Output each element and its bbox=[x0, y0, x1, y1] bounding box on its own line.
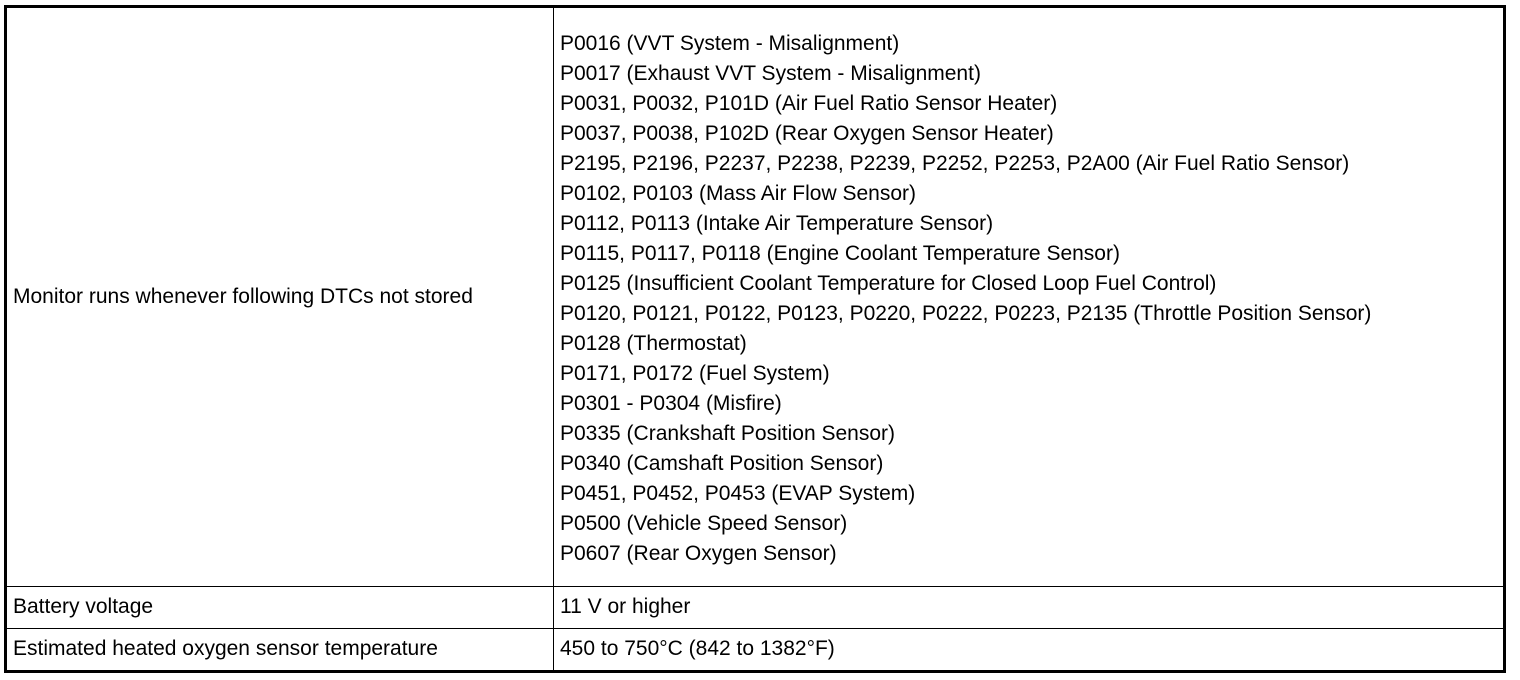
dtc-item: P0335 (Crankshaft Position Sensor) bbox=[560, 421, 896, 445]
table-row bbox=[7, 586, 1503, 628]
dtc-item: P0500 (Vehicle Speed Sensor) bbox=[560, 511, 848, 535]
dtc-item: P0125 (Insufficient Coolant Temperature for Closed Loop Fuel Control) bbox=[560, 271, 1217, 295]
dtc-item: P0451, P0452, P0453 (EVAP System) bbox=[560, 481, 916, 505]
dtc-item: P0607 (Rear Oxygen Sensor) bbox=[560, 541, 837, 565]
table-row bbox=[7, 8, 1503, 586]
spec-table-container bbox=[4, 5, 1506, 673]
dtc-item: P0031, P0032, P101D (Air Fuel Ratio Sensor Heater) bbox=[560, 91, 1058, 115]
dtc-item: P0102, P0103 (Mass Air Flow Sensor) bbox=[560, 181, 916, 205]
dtc-item: P0301 - P0304 (Misfire) bbox=[560, 391, 782, 415]
condition-label: Monitor runs whenever following DTCs not stored bbox=[7, 8, 554, 586]
condition-value: 11 V or higher bbox=[554, 586, 1504, 628]
dtc-item: P0120, P0121, P0122, P0123, P0220, P0222, P0223, P2135 (Throttle Position Sensor) bbox=[560, 301, 1372, 325]
dtc-item: P0017 (Exhaust VVT System - Misalignment) bbox=[560, 61, 981, 85]
dtc-item: P0340 (Camshaft Position Sensor) bbox=[560, 451, 884, 475]
dtc-item: P0171, P0172 (Fuel System) bbox=[560, 361, 830, 385]
dtc-item: P0128 (Thermostat) bbox=[560, 331, 747, 355]
table-row bbox=[7, 628, 1503, 670]
dtc-item: P0016 (VVT System - Misalignment) bbox=[560, 31, 900, 55]
condition-label: Estimated heated oxygen sensor temperature bbox=[7, 628, 554, 670]
dtc-item: P0037, P0038, P102D (Rear Oxygen Sensor Heater) bbox=[560, 121, 1054, 145]
dtc-item: P0112, P0113 (Intake Air Temperature Sensor) bbox=[560, 211, 994, 235]
dtc-item: P0115, P0117, P0118 (Engine Coolant Temperature Sensor) bbox=[560, 241, 1120, 265]
dtc-list bbox=[554, 8, 1504, 586]
conditions-table bbox=[7, 8, 1503, 670]
condition-label: Battery voltage bbox=[7, 586, 554, 628]
condition-value: 450 to 750°C (842 to 1382°F) bbox=[554, 628, 1504, 670]
dtc-item: P2195, P2196, P2237, P2238, P2239, P2252, P2253, P2A00 (Air Fuel Ratio Sensor) bbox=[560, 151, 1350, 175]
